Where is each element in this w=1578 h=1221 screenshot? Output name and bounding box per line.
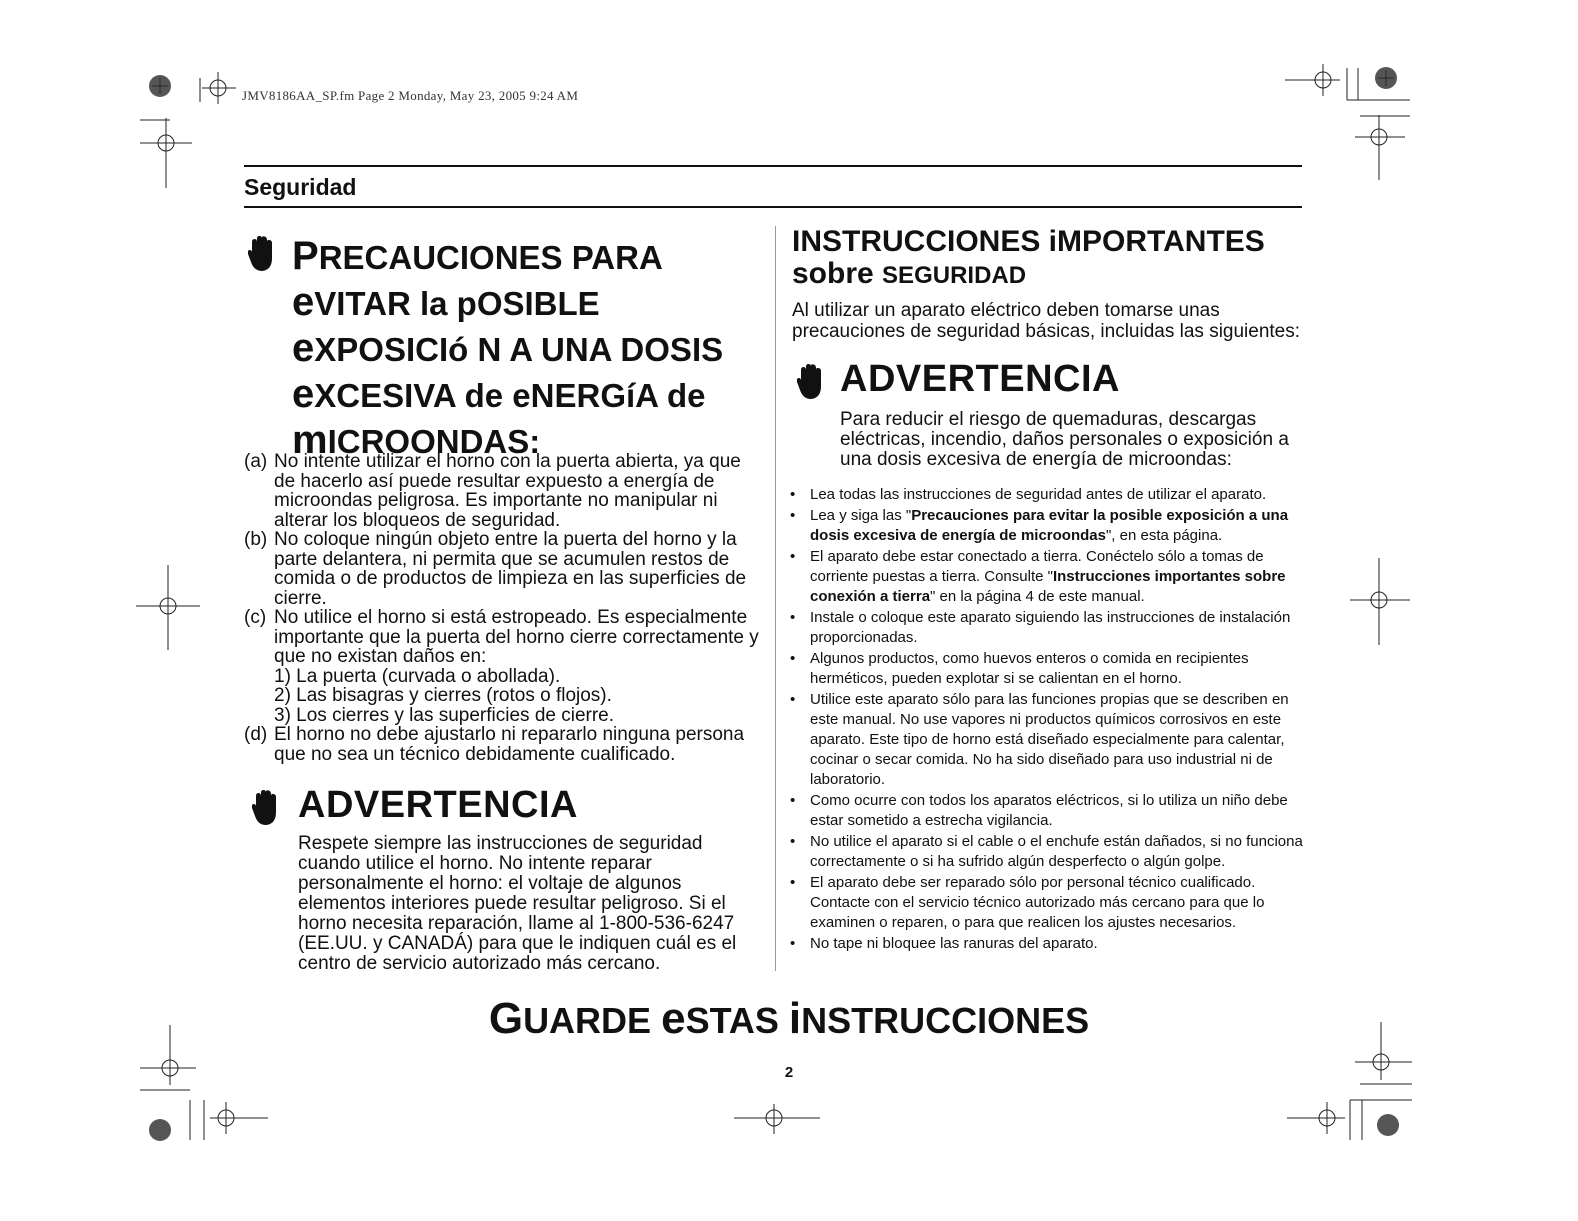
right-intro: Al utilizar un aparato eléctrico deben tomarse unas precauciones de seguridad básicas, incluidas las siguientes: xyxy=(792,300,1301,342)
right-warning-title: ADVERTENCIA xyxy=(840,358,1120,400)
heading-line: sobre SEGURIDAD xyxy=(792,257,1027,290)
save-instructions-banner: GUARDE eSTAS iNSTRUCCIONES xyxy=(488,994,1090,1043)
heading-line: PRECAUCIONES PARA xyxy=(292,234,663,278)
left-warning-title: ADVERTENCIA xyxy=(298,784,578,826)
page-number: 2 xyxy=(784,1064,794,1081)
list-item: • Instale o coloque este aparato siguiendo las instrucciones de instalación proporcionadas. xyxy=(790,609,1291,646)
list-item: • No tape ni bloquee las ranuras del aparato. xyxy=(790,935,1098,952)
list-subitem: 1) La puerta (curvada o abollada). xyxy=(274,665,561,687)
section-rule xyxy=(244,206,1302,208)
section-title: Seguridad xyxy=(244,174,357,200)
list-item: • Algunos productos, como huevos enteros o comida en recipientes herméticos, pueden explotar si se calientan en el horno. xyxy=(790,650,1249,687)
list-item: • Lea y siga las "Precauciones para evitar la posible exposición a una dosis excesiva de energía de microondas", en esta página. xyxy=(790,507,1289,544)
top-rule xyxy=(244,165,1302,167)
heading-line: eVITAR la pOSIBLE xyxy=(292,280,600,324)
hand-stop-icon xyxy=(248,236,274,272)
right-heading xyxy=(792,226,1292,292)
heading-line: eXPOSICIó N A UNA DOSIS xyxy=(292,326,724,370)
safety-bullets xyxy=(790,485,1305,955)
list-item: • El aparato debe estar conectado a tierra. Conéctelo sólo a tomas de corriente puestas a tierra. Consulte "Instrucciones importantes sobre conexión a tierra" en la página 4 de este manual. xyxy=(790,548,1286,605)
list-item: • Utilice este aparato sólo para las funciones propias que se describen en este manual. No use vapores ni productos químicos corrosivos en este aparato. Este tipo de horno está diseñado especialmente para calentar, cocinar o secar comida. No ha sido diseñado para uso industrial ni de laboratorio. xyxy=(790,691,1289,788)
list-item: (d) El horno no debe ajustarlo ni repararlo ninguna persona que no sea un técnico debidamente cualificado. xyxy=(244,724,745,765)
list-item: (c) No utilice el horno si está estropeado. Es especialmente importante que la puerta del horno cierre correctamente y que no existan daños en: xyxy=(244,607,759,667)
list-item: (a) No intente utilizar el horno con la puerta abierta, ya que de hacerlo así puede resultar expuesto a energía de microondas peligrosa. Es importante no manipular ni alterar los bloqueos de seguridad. xyxy=(244,451,741,531)
heading-line: INSTRUCCIONES iMPORTANTES xyxy=(792,225,1265,258)
heading-line: eXCESIVA de eNERGíA de xyxy=(292,372,706,416)
right-warning-text: Para reducir el riesgo de quemaduras, descargas eléctricas, incendio, daños personales o exposición a una dosis excesiva de energía de microondas: xyxy=(840,409,1289,470)
heading-line: mICROONDAS: xyxy=(292,418,541,462)
left-warning-text: Respete siempre las instrucciones de seguridad cuando utilice el horno. No intente reparar personalmente el horno: el voltaje de algunos elementos interiores puede resultar peligroso. Si el horno necesita reparación, llame al 1-800-536-6247 (EE.UU. y CANADÁ) para que le indiquen cuál es el centro de servicio autorizado más cercano. xyxy=(298,833,737,974)
list-subitem: 3) Los cierres y las superficies de cierre. xyxy=(274,704,615,726)
precautions-list xyxy=(244,452,764,764)
hand-stop-icon xyxy=(252,790,278,826)
list-subitem: 2) Las bisagras y cierres (rotos o flojos). xyxy=(274,685,612,706)
column-divider xyxy=(775,226,776,971)
list-item: (b) No coloque ningún objeto entre la puerta del horno y la parte delantera, ni permita que se acumulen restos de comida o de productos de limpieza en las superficies de cierre. xyxy=(244,529,747,609)
list-item: • El aparato debe ser reparado sólo por personal técnico cualificado. Contacte con el servicio técnico autorizado más cercano para que lo examinen o reparen, o para que realicen los ajustes necesarios. xyxy=(790,874,1265,931)
list-item: • Lea todas las instrucciones de seguridad antes de utilizar el aparato. xyxy=(790,486,1267,503)
left-heading xyxy=(292,234,762,464)
list-item: • Como ocurre con todos los aparatos eléctricos, si lo utiliza un niño debe estar sometido a estrecha vigilancia. xyxy=(790,792,1288,829)
hand-stop-icon xyxy=(797,364,823,400)
file-info-line: JMV8186AA_SP.fm Page 2 Monday, May 23, 2005 9:24 AM xyxy=(242,88,579,103)
list-item: • No utilice el aparato si el cable o el enchufe están dañados, si no funciona correctamente o si ha sufrido algún desperfecto o algún golpe. xyxy=(790,833,1303,870)
